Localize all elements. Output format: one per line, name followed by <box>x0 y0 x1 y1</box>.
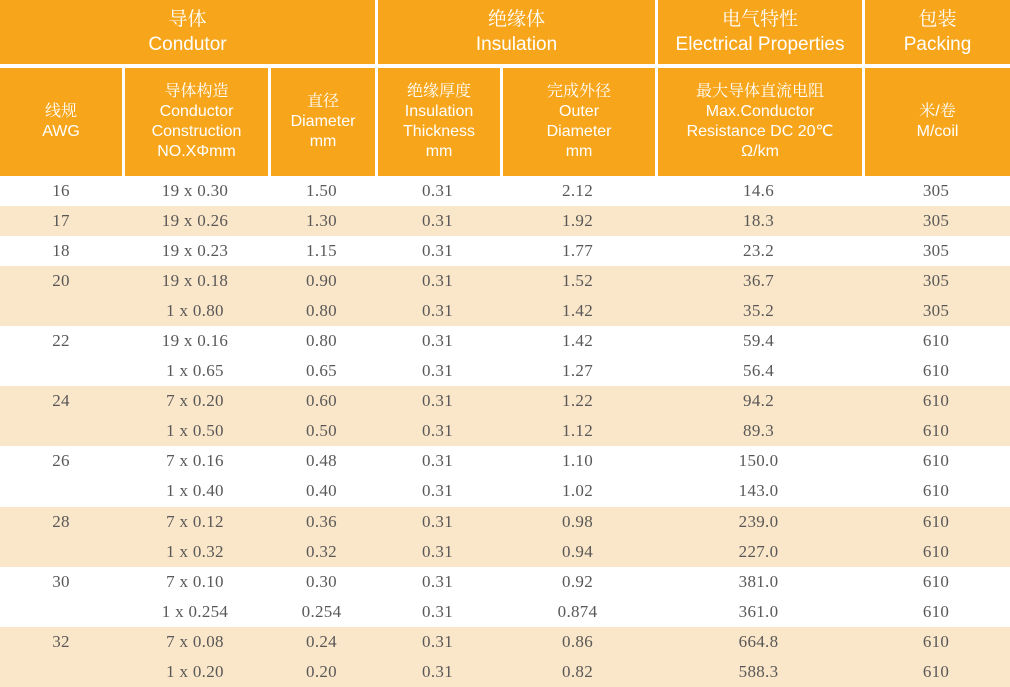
cell-insulation-thickness: 0.31 <box>375 386 500 416</box>
cell-insulation-thickness: 0.31 <box>375 416 500 446</box>
table-row <box>0 627 1010 657</box>
cell-outer-diameter: 1.77 <box>500 236 655 266</box>
cell-awg <box>0 537 122 567</box>
cell-diameter: 0.48 <box>268 446 375 476</box>
cell-resistance: 18.3 <box>655 206 862 236</box>
column-header-row <box>0 68 1010 176</box>
column-header-construction-line: Construction <box>151 123 242 140</box>
cell-outer-diameter: 0.94 <box>500 537 655 567</box>
cell-m-per-coil: 610 <box>862 567 1010 597</box>
cell-m-per-coil: 610 <box>862 446 1010 476</box>
cell-awg: 17 <box>0 206 122 236</box>
cell-outer-diameter: 2.12 <box>500 176 655 206</box>
group-header-condutor-zh: 导体 <box>168 9 207 30</box>
column-header-insulation-thickness-line: mm <box>425 143 453 160</box>
cell-m-per-coil: 610 <box>862 356 1010 386</box>
column-header-resistance <box>655 68 862 176</box>
cell-construction: 7 x 0.08 <box>122 627 268 657</box>
group-header-electrical-properties-zh: 电气特性 <box>722 9 799 30</box>
column-header-insulation-thickness-line: Insulation <box>404 103 474 120</box>
cell-awg <box>0 657 122 687</box>
group-header-insulation-en: Insulation <box>475 34 558 55</box>
table-row <box>0 416 1010 446</box>
cell-resistance: 588.3 <box>655 657 862 687</box>
cell-construction: 1 x 0.50 <box>122 416 268 446</box>
cell-diameter: 0.254 <box>268 597 375 627</box>
group-header-packing-zh: 包装 <box>918 9 957 30</box>
cell-outer-diameter: 1.12 <box>500 416 655 446</box>
column-header-outer-diameter-line: Diameter <box>546 123 612 140</box>
cell-diameter: 0.24 <box>268 627 375 657</box>
cell-diameter: 1.15 <box>268 236 375 266</box>
column-header-m-per-coil-line: 米/卷 <box>919 103 956 120</box>
cell-construction: 19 x 0.16 <box>122 326 268 356</box>
cell-diameter: 1.50 <box>268 176 375 206</box>
table-row <box>0 206 1010 236</box>
cell-construction: 1 x 0.254 <box>122 597 268 627</box>
group-header-packing <box>862 0 1010 68</box>
cell-resistance: 23.2 <box>655 236 862 266</box>
column-header-outer-diameter <box>500 68 655 176</box>
group-header-insulation-zh: 绝缘体 <box>488 9 546 30</box>
cell-outer-diameter: 0.82 <box>500 657 655 687</box>
cell-outer-diameter: 1.92 <box>500 206 655 236</box>
cell-resistance: 14.6 <box>655 176 862 206</box>
table-row <box>0 326 1010 356</box>
cell-diameter: 0.90 <box>268 266 375 296</box>
cell-awg: 18 <box>0 236 122 266</box>
cell-m-per-coil: 610 <box>862 416 1010 446</box>
column-header-resistance-line: Resistance DC 20℃ <box>686 123 834 140</box>
cell-diameter: 0.20 <box>268 657 375 687</box>
cell-awg <box>0 476 122 506</box>
cell-resistance: 56.4 <box>655 356 862 386</box>
column-header-resistance-line: 最大导体直流电阻 <box>696 83 825 100</box>
cell-diameter: 0.40 <box>268 476 375 506</box>
cell-insulation-thickness: 0.31 <box>375 507 500 537</box>
cell-m-per-coil: 610 <box>862 537 1010 567</box>
cell-awg: 24 <box>0 386 122 416</box>
cell-outer-diameter: 0.86 <box>500 627 655 657</box>
table-row <box>0 296 1010 326</box>
cell-resistance: 143.0 <box>655 476 862 506</box>
column-header-awg-line: 线规 <box>44 103 77 120</box>
cell-diameter: 1.30 <box>268 206 375 236</box>
column-header-resistance-line: Ω/km <box>741 143 779 160</box>
cell-diameter: 0.36 <box>268 507 375 537</box>
column-header-insulation-thickness-line: 绝缘厚度 <box>407 83 472 100</box>
cell-insulation-thickness: 0.31 <box>375 296 500 326</box>
cell-awg: 28 <box>0 507 122 537</box>
group-header-row <box>0 0 1010 68</box>
group-header-packing-en: Packing <box>903 34 972 55</box>
column-header-construction-line: 导体构造 <box>164 83 229 100</box>
cell-construction: 1 x 0.32 <box>122 537 268 567</box>
cell-resistance: 36.7 <box>655 266 862 296</box>
table-row <box>0 597 1010 627</box>
cell-outer-diameter: 1.02 <box>500 476 655 506</box>
cell-outer-diameter: 1.10 <box>500 446 655 476</box>
cell-resistance: 227.0 <box>655 537 862 567</box>
cell-resistance: 664.8 <box>655 627 862 657</box>
group-header-condutor-en: Condutor <box>148 34 227 55</box>
cell-awg: 32 <box>0 627 122 657</box>
cell-diameter: 0.80 <box>268 326 375 356</box>
cell-construction: 7 x 0.16 <box>122 446 268 476</box>
cell-m-per-coil: 305 <box>862 176 1010 206</box>
cell-awg: 16 <box>0 176 122 206</box>
cell-resistance: 150.0 <box>655 446 862 476</box>
table-row <box>0 537 1010 567</box>
column-header-awg <box>0 68 122 176</box>
cell-resistance: 35.2 <box>655 296 862 326</box>
column-header-diameter-line: mm <box>309 133 337 150</box>
cell-insulation-thickness: 0.31 <box>375 567 500 597</box>
cell-insulation-thickness: 0.31 <box>375 206 500 236</box>
cell-m-per-coil: 610 <box>862 627 1010 657</box>
cell-diameter: 0.32 <box>268 537 375 567</box>
column-header-construction <box>122 68 268 176</box>
column-header-insulation-thickness <box>375 68 500 176</box>
cell-outer-diameter: 0.98 <box>500 507 655 537</box>
cell-awg <box>0 416 122 446</box>
cell-construction: 7 x 0.12 <box>122 507 268 537</box>
table-row <box>0 236 1010 266</box>
column-header-outer-diameter-line: Outer <box>559 103 600 120</box>
table-row <box>0 386 1010 416</box>
group-header-electrical-properties <box>655 0 862 68</box>
cell-outer-diameter: 1.42 <box>500 296 655 326</box>
cell-awg: 26 <box>0 446 122 476</box>
cell-m-per-coil: 610 <box>862 657 1010 687</box>
cell-construction: 19 x 0.23 <box>122 236 268 266</box>
cell-outer-diameter: 0.874 <box>500 597 655 627</box>
cell-insulation-thickness: 0.31 <box>375 597 500 627</box>
cell-insulation-thickness: 0.31 <box>375 266 500 296</box>
column-header-construction-line: Conductor <box>159 103 234 120</box>
cell-diameter: 0.80 <box>268 296 375 326</box>
cell-m-per-coil: 610 <box>862 386 1010 416</box>
cell-outer-diameter: 1.42 <box>500 326 655 356</box>
table-row <box>0 657 1010 687</box>
cell-insulation-thickness: 0.31 <box>375 326 500 356</box>
cell-outer-diameter: 1.22 <box>500 386 655 416</box>
cell-insulation-thickness: 0.31 <box>375 476 500 506</box>
table-row <box>0 176 1010 206</box>
cell-awg <box>0 296 122 326</box>
cell-outer-diameter: 1.27 <box>500 356 655 386</box>
cell-construction: 1 x 0.20 <box>122 657 268 687</box>
group-header-insulation <box>375 0 655 68</box>
column-header-m-per-coil-line: M/coil <box>916 123 959 140</box>
table-row <box>0 266 1010 296</box>
group-header-electrical-properties-en: Electrical Properties <box>675 34 845 55</box>
cell-m-per-coil: 610 <box>862 476 1010 506</box>
cell-insulation-thickness: 0.31 <box>375 236 500 266</box>
cell-resistance: 59.4 <box>655 326 862 356</box>
cell-awg <box>0 356 122 386</box>
cell-m-per-coil: 610 <box>862 597 1010 627</box>
cell-construction: 1 x 0.65 <box>122 356 268 386</box>
cell-construction: 1 x 0.80 <box>122 296 268 326</box>
column-header-outer-diameter-line: mm <box>565 143 593 160</box>
cell-m-per-coil: 305 <box>862 236 1010 266</box>
cell-m-per-coil: 305 <box>862 206 1010 236</box>
cell-resistance: 89.3 <box>655 416 862 446</box>
cell-insulation-thickness: 0.31 <box>375 446 500 476</box>
table-body <box>0 176 1010 687</box>
cell-awg <box>0 597 122 627</box>
cell-m-per-coil: 305 <box>862 266 1010 296</box>
cell-insulation-thickness: 0.31 <box>375 356 500 386</box>
cell-insulation-thickness: 0.31 <box>375 657 500 687</box>
cell-diameter: 0.65 <box>268 356 375 386</box>
column-header-diameter <box>268 68 375 176</box>
cell-m-per-coil: 610 <box>862 326 1010 356</box>
column-header-diameter-line: Diameter <box>290 113 356 130</box>
column-header-outer-diameter-line: 完成外径 <box>547 83 612 100</box>
column-header-m-per-coil <box>862 68 1010 176</box>
table-header <box>0 0 1010 176</box>
table-row <box>0 446 1010 476</box>
cell-m-per-coil: 305 <box>862 296 1010 326</box>
cell-resistance: 381.0 <box>655 567 862 597</box>
column-header-diameter-line: 直径 <box>307 93 340 110</box>
cell-awg: 30 <box>0 567 122 597</box>
cell-insulation-thickness: 0.31 <box>375 627 500 657</box>
table-row <box>0 356 1010 386</box>
cell-diameter: 0.60 <box>268 386 375 416</box>
table-row <box>0 567 1010 597</box>
cell-resistance: 239.0 <box>655 507 862 537</box>
cell-resistance: 94.2 <box>655 386 862 416</box>
column-header-awg-line: AWG <box>42 123 80 140</box>
column-header-construction-line: NO.XΦmm <box>157 143 236 160</box>
cell-construction: 1 x 0.40 <box>122 476 268 506</box>
cell-m-per-coil: 610 <box>862 507 1010 537</box>
cell-insulation-thickness: 0.31 <box>375 537 500 567</box>
cell-construction: 7 x 0.20 <box>122 386 268 416</box>
cell-outer-diameter: 1.52 <box>500 266 655 296</box>
cell-awg: 20 <box>0 266 122 296</box>
cell-diameter: 0.50 <box>268 416 375 446</box>
cell-resistance: 361.0 <box>655 597 862 627</box>
cell-awg: 22 <box>0 326 122 356</box>
table-row <box>0 507 1010 537</box>
cell-outer-diameter: 0.92 <box>500 567 655 597</box>
column-header-resistance-line: Max.Conductor <box>705 103 815 120</box>
cell-construction: 19 x 0.30 <box>122 176 268 206</box>
cell-construction: 19 x 0.26 <box>122 206 268 236</box>
cell-diameter: 0.30 <box>268 567 375 597</box>
group-header-condutor <box>0 0 375 68</box>
cell-construction: 7 x 0.10 <box>122 567 268 597</box>
cell-construction: 19 x 0.18 <box>122 266 268 296</box>
table-row <box>0 476 1010 506</box>
cell-insulation-thickness: 0.31 <box>375 176 500 206</box>
column-header-insulation-thickness-line: Thickness <box>403 123 476 140</box>
